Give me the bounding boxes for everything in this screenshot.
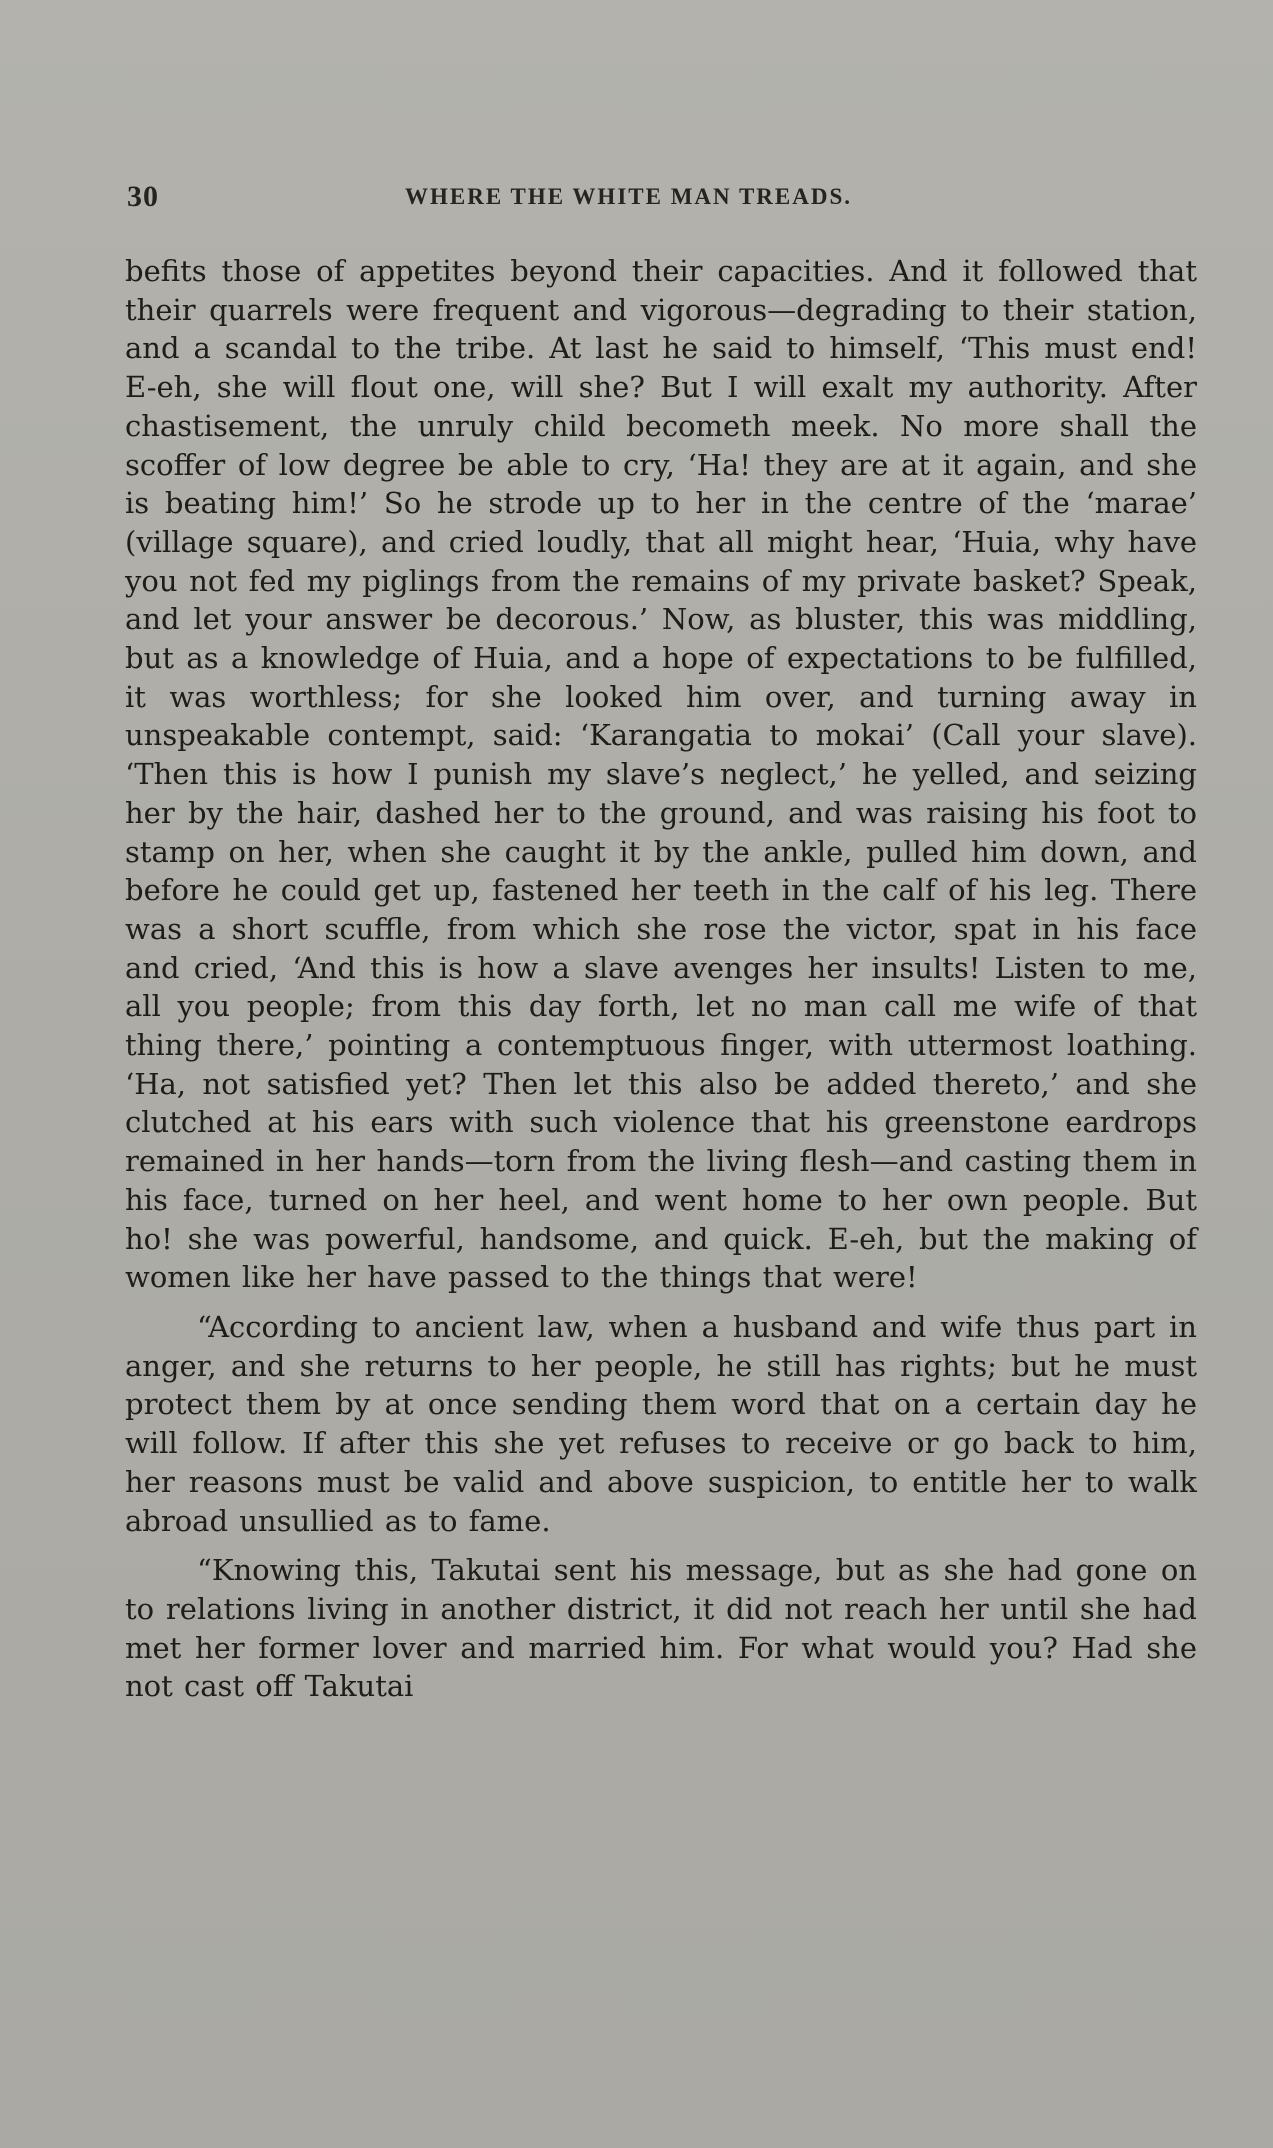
paragraph: “Knowing this, Takutai sent his message, but as she had gone on to relations living in another district, it did not reach her until she had met her former lover and married him. For what would you? Had she not cast off Takutai (125, 1553, 1197, 1704)
body-text (125, 252, 1197, 1706)
page-number: 30 (127, 180, 159, 213)
running-head: WHERE THE WHITE MAN TREADS. (405, 184, 853, 209)
paragraph: “According to ancient law, when a husband and wife thus part in anger, and she returns to her people, he still has rights; but he must protect them by at once sending them word that on a certain day he will follow. If after this she yet refuses to receive or go back to him, her reasons must be valid and above suspicion, to entitle her to walk abroad unsullied as to fame. (125, 1309, 1197, 1538)
paragraph: befits those of appetites beyond their capacities. And it followed that their quarrels were frequent and vigorous—degrading to their station, and a scandal to the tribe. At last he said to himself, ‘This must end! E-eh, she will flout one, will she? But I will exalt my authority. After chastisement, the unruly child becometh meek. No more shall the scoffer of low degree be able to cry, ‘Ha! they are at it again, and she is beating him!’ So he strode up to her in the centre of the ‘marae’ (village square), and cried loudly, that all might hear, ‘Huia, why have you not fed my piglings from the remains of my private basket? Speak, and let your answer be decorous.’ Now, as bluster, this was middling, but as a knowledge of Huia, and a hope of expectations to be fulfilled, it was worthless; for she looked him over, and turning away in unspeakable contempt, said: ‘Karangatia to mokai’ (Call your slave). ‘Then this is how I punish my slave’s neglect,’ he yelled, and seizing her by the hair, dashed her to the ground, and was raising his foot to stamp on her, when she caught it by the ankle, pulled him down, and before he could get up, fastened her teeth in the calf of his leg. There was a short scuffle, from which she rose the victor, spat in his face and cried, ‘And this is how a slave avenges her insults! Listen to me, all you people; from this day forth, let no man call me wife of that thing there,’ pointing a contemptuous finger, with uttermost loathing. ‘Ha, not satisfied yet? Then let this also be added thereto,’ and she clutched at his ears with such violence that his greenstone eardrops remained in her hands—torn from the living flesh—and casting them in his face, turned on her heel, and went home to her own people. But ho! she was powerful, handsome, and quick. E-eh, but the making of women like her have passed to the things that were! (125, 254, 1197, 1295)
page-header (125, 180, 1195, 220)
